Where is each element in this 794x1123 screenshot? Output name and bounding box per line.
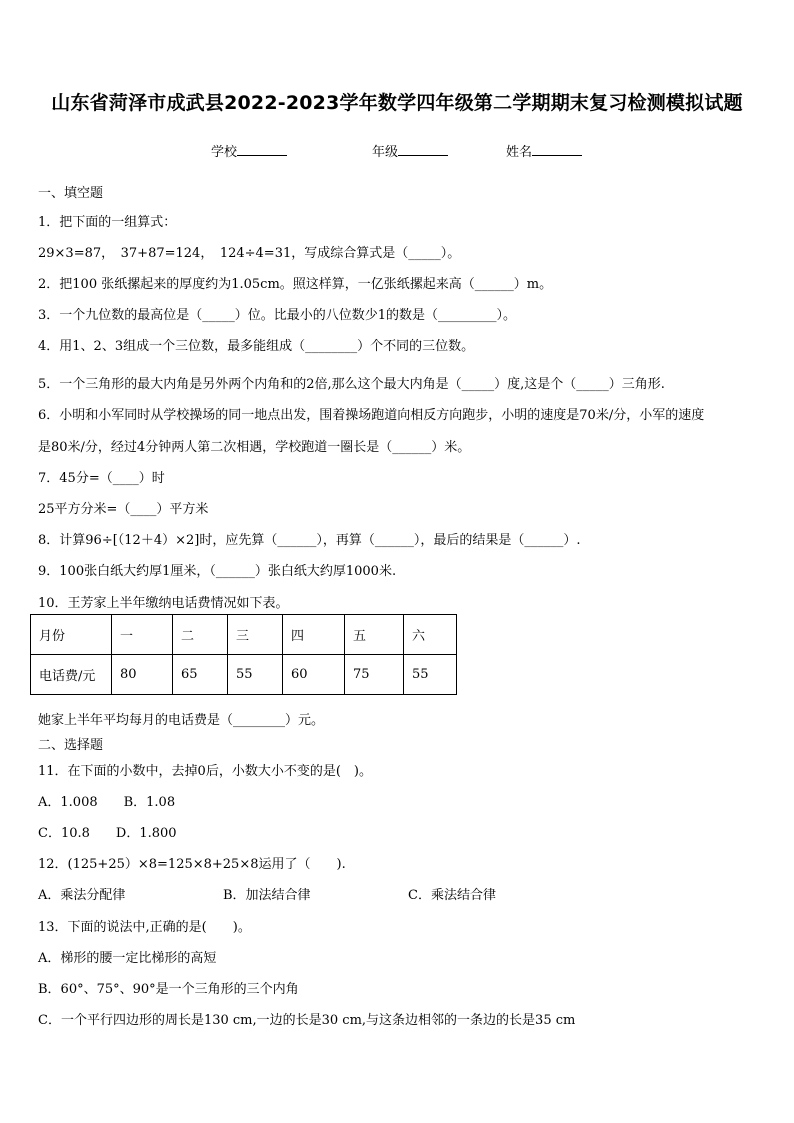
question-13-option-a: A．梯形的腰一定比梯形的高短	[38, 951, 217, 966]
table-cell: 65	[173, 655, 228, 695]
table-cell: 75	[345, 655, 404, 695]
question-12: 12．(125+25）×8=125×8+25×8运用了（ ).	[38, 857, 346, 872]
grade-blank[interactable]	[398, 143, 448, 156]
school-field	[211, 141, 287, 160]
question-1-expressions: 29×3=87， 37+87=124， 124÷4=31，写成综合算式是（_____）。	[38, 246, 461, 261]
question-11-options-ab: A．1.008 B．1.08	[38, 795, 176, 810]
question-2: 2．把100 张纸摞起来的厚度约为1.05cm。照这样算，一亿张纸摞起来高（______）m。	[38, 277, 553, 292]
table-header-row	[31, 615, 457, 655]
table-cell: 月份	[31, 615, 112, 655]
question-8: 8．计算96÷[（12＋4）×2]时，应先算（______），再算（______），最后的结果是（______）.	[38, 533, 581, 548]
question-13: 13．下面的说法中,正确的是( )。	[38, 920, 251, 935]
table-cell: 二	[173, 615, 228, 655]
question-10: 10．王芳家上半年缴纳电话费情况如下表。	[38, 596, 289, 611]
table-cell: 五	[345, 615, 404, 655]
grade-field	[372, 141, 448, 160]
phone-fee-table	[30, 614, 457, 695]
question-7-part-1: 7．45分=（____）时	[38, 471, 165, 486]
table-row	[31, 655, 457, 695]
question-13-option-c: C．一个平行四边形的周长是130 cm,一边的长是30 cm,与这条边相邻的一条边的长是35 cm	[38, 1013, 576, 1028]
question-9: 9．100张白纸大约厚1厘米，（______）张白纸大约厚1000米.	[38, 564, 397, 579]
table-cell: 四	[283, 615, 345, 655]
table-cell: 55	[228, 655, 283, 695]
school-label: 学校	[211, 145, 238, 160]
table-cell: 80	[112, 655, 173, 695]
question-4: 4．用1、2、3组成一个三位数，最多能组成（________）个不同的三位数。	[38, 339, 475, 354]
table-cell: 六	[404, 615, 457, 655]
exam-title: 山东省菏泽市成武县2022-2023学年数学四年级第二学期期末复习检测模拟试题	[51, 92, 743, 114]
name-label: 姓名	[506, 145, 533, 160]
question-6-line-1: 6．小明和小军同时从学校操场的同一地点出发，围着操场跑道向相反方向跑步，小明的速度是70米/分，小军的速度	[38, 408, 705, 423]
section-choice-heading: 二、选择题	[38, 738, 104, 753]
table-cell: 一	[112, 615, 173, 655]
question-10-followup: 她家上半年平均每月的电话费是（________）元。	[38, 713, 325, 728]
name-blank[interactable]	[532, 143, 582, 156]
question-12-option-b: B．加法结合律	[223, 888, 311, 903]
question-3: 3．一个九位数的最高位是（_____）位。比最小的八位数少1的数是（_________）。	[38, 308, 517, 323]
section-fill-heading: 一、填空题	[38, 186, 104, 201]
question-1-intro: 1．把下面的一组算式：	[38, 215, 177, 230]
table-cell: 电话费/元	[31, 655, 112, 695]
question-6-line-2: 是80米/分，经过4分钟两人第二次相遇，学校跑道一圈长是（______）米。	[38, 440, 471, 455]
question-7-part-2: 25平方分米=（____）平方米	[38, 502, 209, 517]
question-11-options-cd: C．10.8 D．1.800	[38, 826, 177, 841]
table-cell: 三	[228, 615, 283, 655]
question-12-option-a: A．乘法分配律	[38, 888, 126, 903]
question-5: 5．一个三角形的最大内角是另外两个内角和的2倍,那么这个最大内角是（_____）度,这是个（_____）三角形.	[38, 377, 665, 392]
question-12-option-c: C．乘法结合律	[408, 888, 496, 903]
table-cell: 55	[404, 655, 457, 695]
grade-label: 年级	[372, 145, 399, 160]
school-blank[interactable]	[237, 143, 287, 156]
question-11: 11．在下面的小数中，去掉0后，小数大小不变的是( )。	[38, 764, 372, 779]
question-13-option-b: B．60°、75°、90°是一个三角形的三个内角	[38, 982, 299, 997]
name-field	[506, 141, 582, 160]
table-cell: 60	[283, 655, 345, 695]
